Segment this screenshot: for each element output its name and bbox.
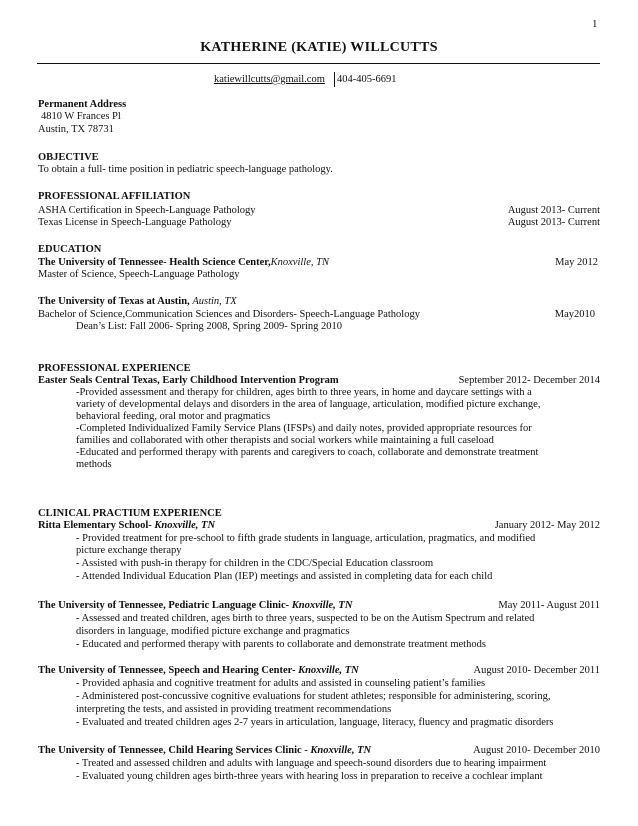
email-link[interactable]: katiewillcutts@gmail.com [214,74,325,85]
page-number: 1 [592,18,598,30]
objective-text: To obtain a full- time position in pediatric speech-language pathology. [38,164,333,175]
practicum-line: - Educated and performed therapy with parents to collaborate and demonstrate treatment methods [76,639,486,650]
school-name: The University of Tennessee- Health Science Center, [38,257,271,268]
school-degree: Master of Science, Speech-Language Pathology [38,269,240,280]
practicum-line: - Administered post-concussive cognitive evaluations for student athletes; responsible for administering, scoring, [76,691,551,702]
contact-divider [334,72,335,87]
objective-heading: OBJECTIVE [38,152,99,163]
practicum-org-name: The University of Tennessee, Pediatric Language Clinic- [38,600,290,611]
school-date: May 2012 [555,257,598,268]
experience-line: -Completed Individualized Family Service Plans (IFSPs) and daily notes, provided appropriate resources for [76,423,532,434]
practicum-line: - Treated and assessed children and adults with language and speech-sound disorders due to hearing impairment [76,758,547,769]
affiliation-date: August 2013- Current [507,205,600,216]
school-title [38,296,237,309]
experience-line: methods [76,459,112,470]
experience-line: variety of developmental delays and disorders in the area of language, articulation, modified picture exchange, [76,399,541,410]
practicum-line: - Provided aphasia and cognitive treatment for adults and assisted in counseling patient’s families [76,678,486,689]
affiliation-label: ASHA Certification in Speech-Language Pathology [38,205,256,216]
education-heading: EDUCATION [38,244,102,255]
address-heading: Permanent Address [38,99,127,110]
practicum-location: Knoxville, TN [154,520,216,531]
school-location: Austin, TX [192,296,237,307]
experience-line: -Provided assessment and therapy for children, ages birth to three years, in home and daycare settings with a [76,387,532,398]
experience-heading: PROFESSIONAL EXPERIENCE [38,363,191,374]
phone-number: 404-405-6691 [337,74,397,85]
practicum-org-name: Ritta Elementary School- [38,520,152,531]
practicum-org [38,520,215,533]
experience-line: families and collaborated with other therapists and social workers while maintaining a full caseload [76,435,494,446]
practicum-line: picture exchange therapy [76,545,182,556]
practicum-line: interpreting the tests, and assisted in providing treatment recommendations [76,704,392,715]
school-name: The University of Texas at Austin, [38,296,190,307]
practicum-line: - Attended Individual Education Plan (IEP) meetings and assisted in completing data for each child [76,571,493,582]
affiliation-label: Texas License in Speech-Language Pathology [38,217,232,228]
school-location: Knoxville, TN [270,257,329,268]
practicum-line: - Assisted with push-in therapy for children in the CDC/Special Education classroom [76,558,434,569]
experience-org: Easter Seals Central Texas, Early Childhood Intervention Program [38,375,339,386]
practicum-line: - Assessed and treated children, ages birth to three years, suspected to be on the Autism Spectrum and related [76,613,535,624]
practicum-line: - Evaluated young children ages birth-three years with hearing loss in preparation to receive a cochlear implant [76,771,543,782]
school-title [38,257,329,270]
contact-line [214,74,325,87]
candidate-name: KATHERINE (KATIE) WILLCUTTS [200,40,438,55]
practicum-org [38,665,359,678]
practicum-line: disorders in language, modified picture exchange and pragmatics [76,626,350,637]
affiliation-date: August 2013- Current [507,217,600,228]
header-rule [37,63,600,64]
address-city: Austin, TX 78731 [38,124,114,135]
practicum-org-name: The University of Tennessee, Speech and Hearing Center- [38,665,296,676]
practicum-org [38,745,371,758]
practicum-date: August 2010- December 2011 [473,665,600,676]
practicum-location: Knoxville, TN [298,665,359,676]
school-degree: Bachelor of Science,Communication Sciences and Disorders- Speech-Language Pathology [38,309,420,320]
experience-line: -Educated and performed therapy with parents and caregivers to coach, collaborate and demonstrate treatment [76,447,539,458]
address-street: 4810 W Frances Pl [41,111,121,122]
practicum-location: Knoxville, TN [310,745,372,756]
experience-line: behavioral feeding, oral motor and pragmatics [76,411,271,422]
practicum-date: May 2011- August 2011 [498,600,600,611]
affiliation-heading: PROFESSIONAL AFFILIATION [38,191,191,202]
practicum-heading: CLINICAL PRACTIUM EXPERIENCE [38,508,222,519]
practicum-location: Knoxville, TN [291,600,353,611]
practicum-org [38,600,352,613]
experience-date: September 2012- December 2014 [458,375,600,386]
practicum-date: January 2012- May 2012 [494,520,600,531]
practicum-line: - Provided treatment for pre-school to fifth grade students in language, articulation, pragmatics, and modified [76,533,536,544]
practicum-line: - Evaluated and treated children ages 2-7 years in articulation, language, literacy, fluency and pragmatic disorders [76,717,554,728]
school-honors: Dean’s List: Fall 2006- Spring 2008, Spring 2009- Spring 2010 [76,321,342,332]
practicum-org-name: The University of Tennessee, Child Hearing Services Clinic - [38,745,308,756]
school-date: May2010 [554,309,595,320]
practicum-date: August 2010- December 2010 [473,745,600,756]
